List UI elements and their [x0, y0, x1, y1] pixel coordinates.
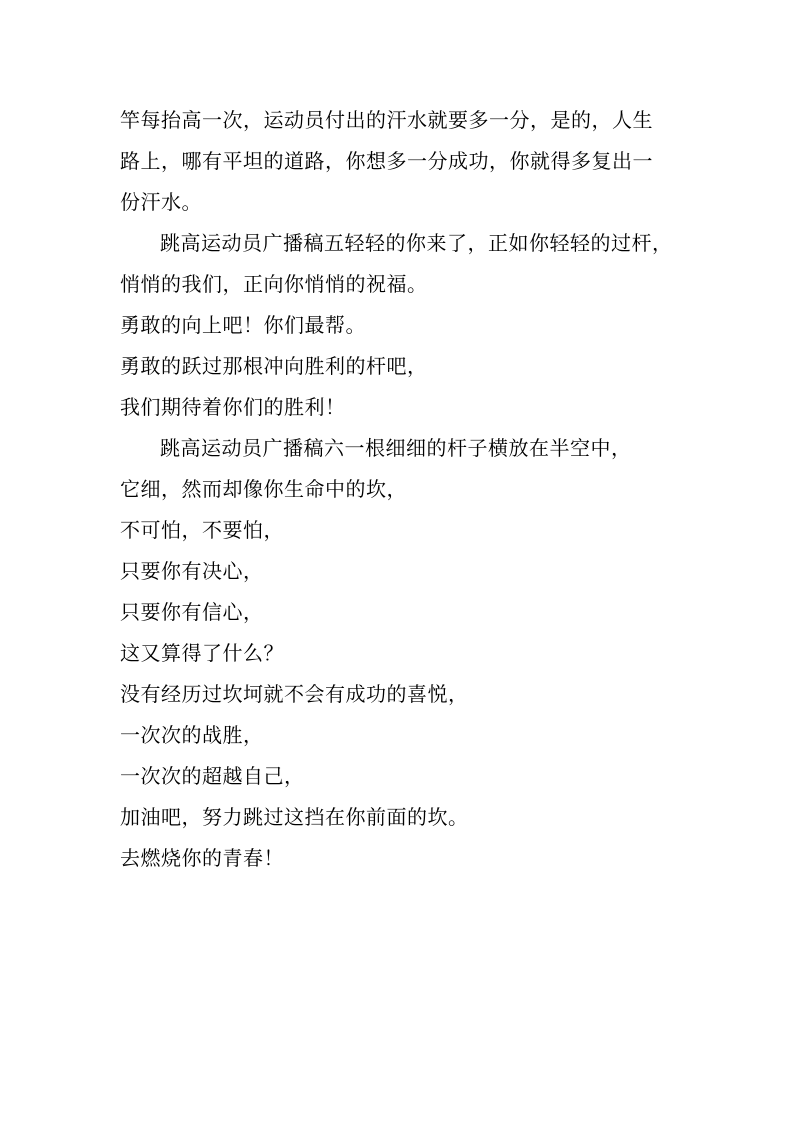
text-line: 勇敢的向上吧！你们最帮。 — [120, 313, 366, 337]
document-body — [120, 100, 680, 879]
text-line: 悄悄的我们，正向你悄悄的祝福。 — [120, 272, 428, 296]
text-line: 竿每抬高一次，运动员付出的汗水就要多一分，是的，人生 — [120, 108, 653, 132]
text-line: 加油吧，努力跳过这挡在你前面的坎。 — [120, 805, 469, 829]
text-line: 勇敢的跃过那根冲向胜利的杆吧， — [120, 354, 428, 378]
text-line: 这又算得了什么？ — [120, 641, 284, 665]
paragraph-heading-line: 跳高运动员广播稿六一根细细的杆子横放在半空中， — [160, 436, 632, 460]
text-line: 去燃烧你的青春！ — [120, 846, 284, 870]
text-line: 一次次的超越自己， — [120, 764, 305, 788]
text-line: 份汗水。 — [120, 190, 202, 214]
text-line: 不可怕，不要怕， — [120, 518, 284, 542]
text-line: 只要你有决心， — [120, 559, 264, 583]
paragraph-heading-line: 跳高运动员广播稿五轻轻的你来了，正如你轻轻的过杆， — [160, 231, 673, 255]
text-line: 它细，然而却像你生命中的坎， — [120, 477, 407, 501]
text-line: 一次次的战胜， — [120, 723, 264, 747]
text-line: 我们期待着你们的胜利！ — [120, 395, 346, 419]
text-line: 路上，哪有平坦的道路，你想多一分成功，你就得多复出一 — [120, 149, 653, 173]
text-line: 只要你有信心， — [120, 600, 264, 624]
text-line: 没有经历过坎坷就不会有成功的喜悦， — [120, 682, 469, 706]
